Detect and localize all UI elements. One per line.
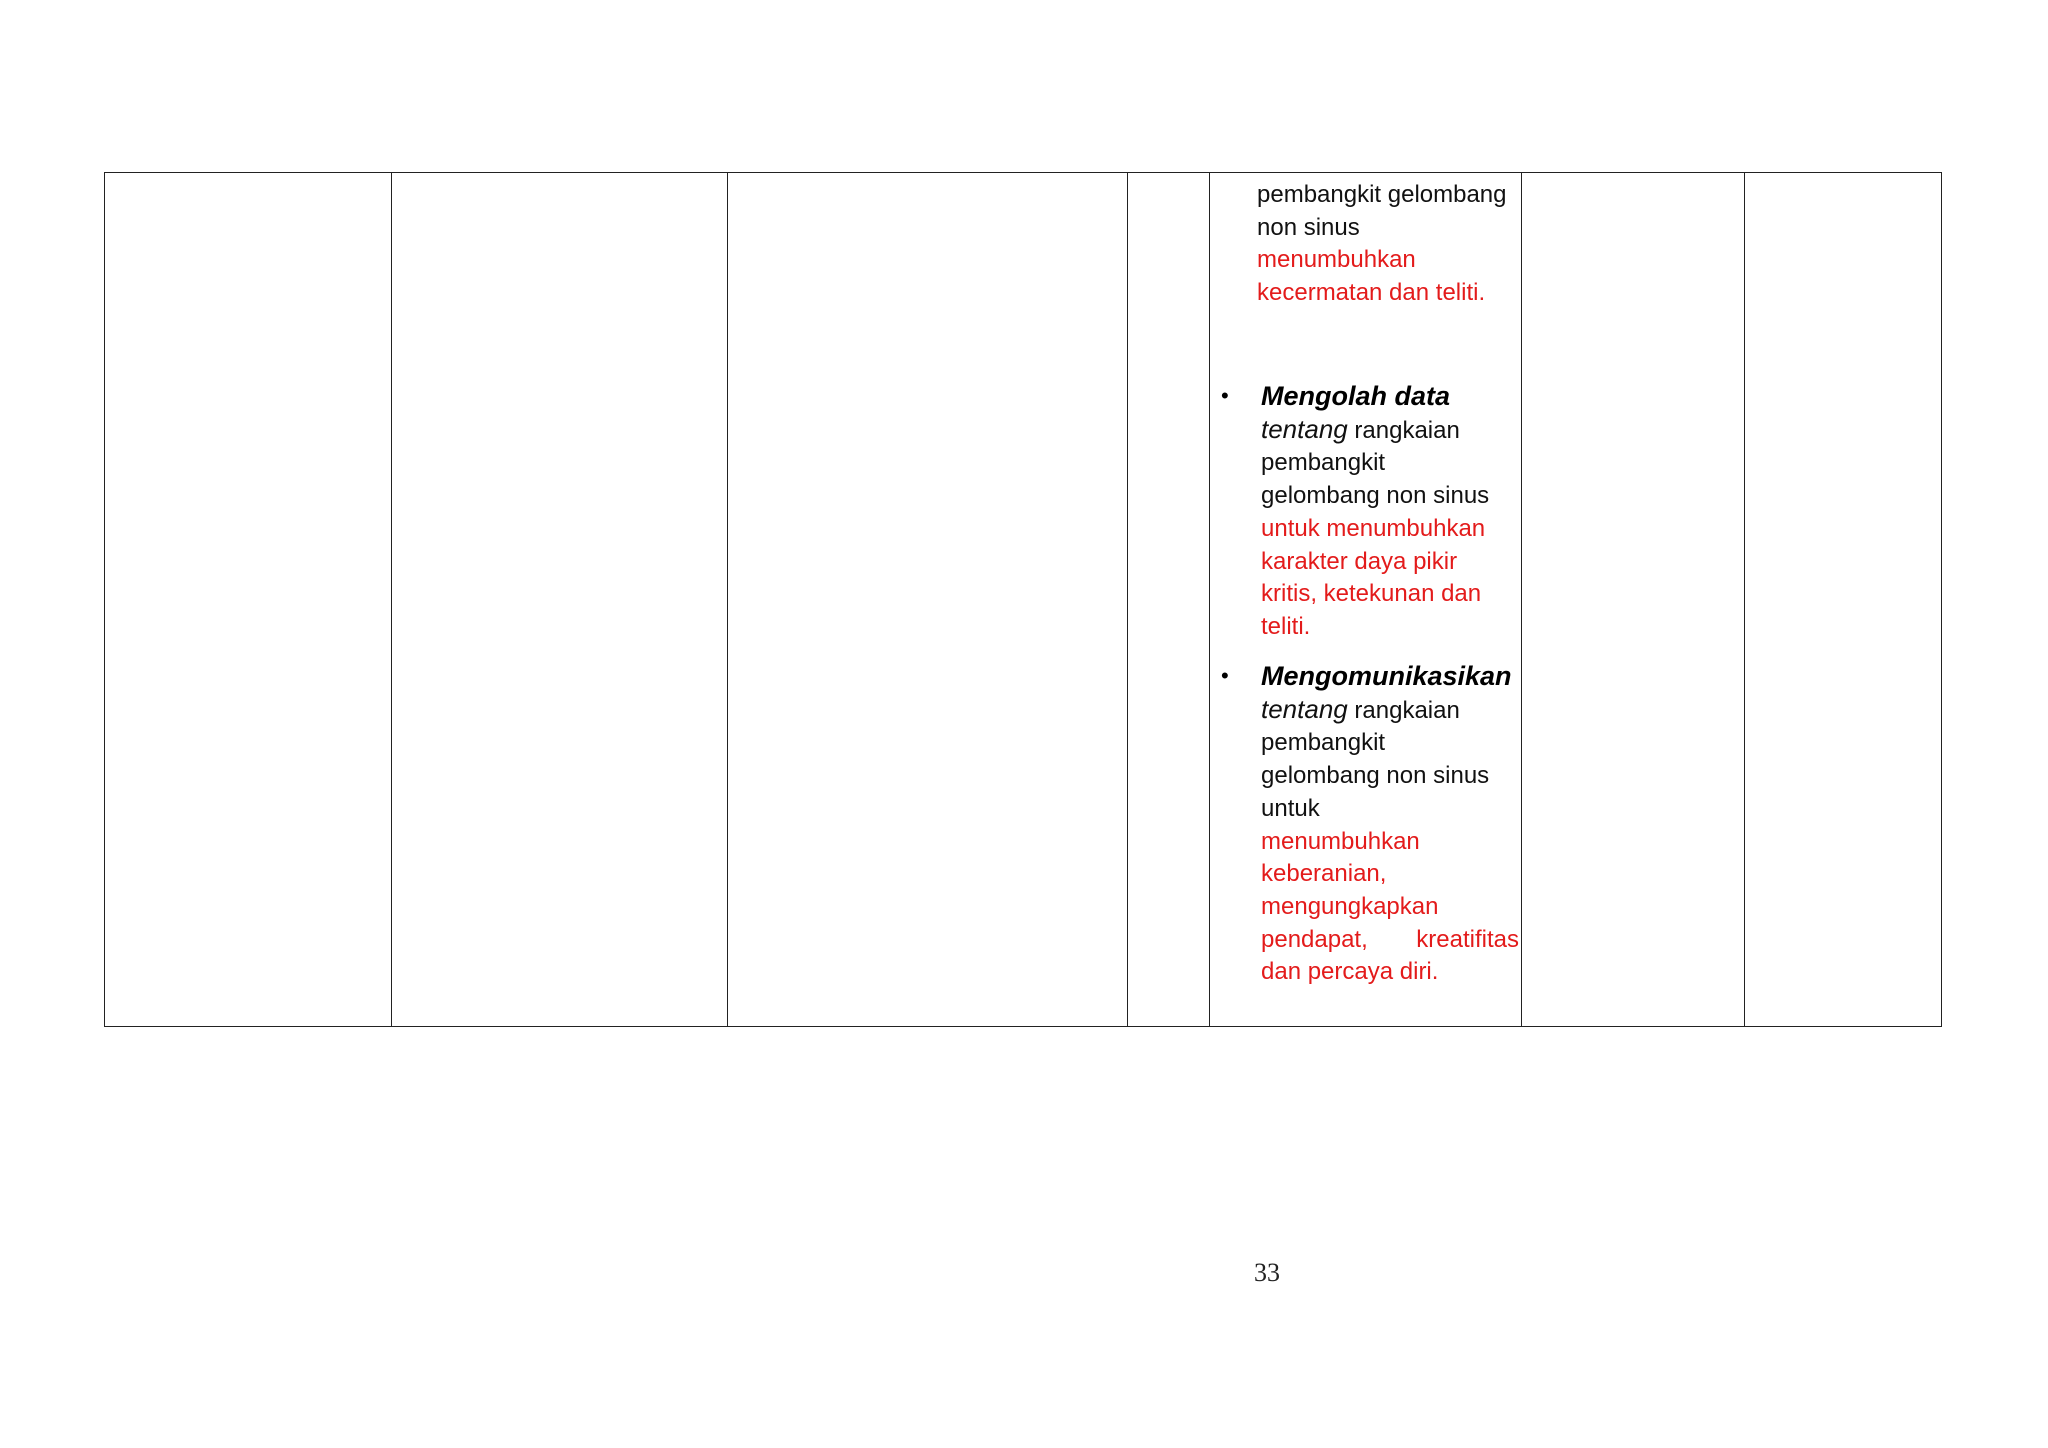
bullet-italic-word: tentang — [1261, 413, 1348, 444]
bullet-character-justified-line — [1261, 924, 1519, 957]
intro-character-line: kecermatan dan teliti. — [1257, 279, 1486, 307]
column-divider — [727, 173, 728, 1026]
page-number: 33 — [1254, 1258, 1280, 1287]
bullet-text: rangkaian — [1354, 696, 1460, 724]
bullet-text: pembangkit — [1261, 729, 1386, 757]
bullet-character-text: kreatifitas — [1416, 925, 1519, 953]
bullet-character-text: teliti. — [1261, 612, 1311, 640]
column-divider — [1209, 173, 1210, 1026]
bullet-character-text: karakter daya pikir — [1261, 547, 1458, 575]
bullet-character-text: dan percaya diri. — [1261, 958, 1439, 986]
bullet-text: rangkaian — [1354, 416, 1460, 444]
lesson-plan-table — [104, 172, 1942, 1027]
bullet-icon: • — [1221, 663, 1229, 688]
bullet-character-text: keberanian, — [1261, 860, 1387, 888]
intro-line: non sinus — [1257, 213, 1360, 241]
bullet-icon: • — [1221, 383, 1229, 408]
intro-text — [1257, 179, 1507, 310]
bullet-character-text: pendapat, — [1261, 925, 1368, 953]
bullet-text: untuk — [1261, 794, 1320, 822]
bullet-character-text: kritis, ketekunan dan — [1261, 580, 1482, 608]
bullet-text: pembangkit — [1261, 449, 1386, 477]
column-divider — [1744, 173, 1745, 1026]
bullet-character-text: mengungkapkan — [1261, 892, 1439, 920]
bullet-title: Mengomunikasikan — [1261, 661, 1512, 691]
column-divider — [1127, 173, 1128, 1026]
bullet-text: gelombang non sinus — [1261, 762, 1490, 790]
bullet-character-text: untuk menumbuhkan — [1261, 514, 1486, 542]
bullet-title: Mengolah data — [1261, 381, 1451, 411]
bullet-text: gelombang non sinus — [1261, 482, 1490, 510]
bullet-character-text: menumbuhkan — [1261, 827, 1420, 855]
intro-line: pembangkit gelombang — [1257, 181, 1507, 208]
intro-character-line: menumbuhkan — [1257, 246, 1416, 274]
column-divider — [391, 173, 392, 1026]
bullet-italic-word: tentang — [1261, 693, 1348, 724]
